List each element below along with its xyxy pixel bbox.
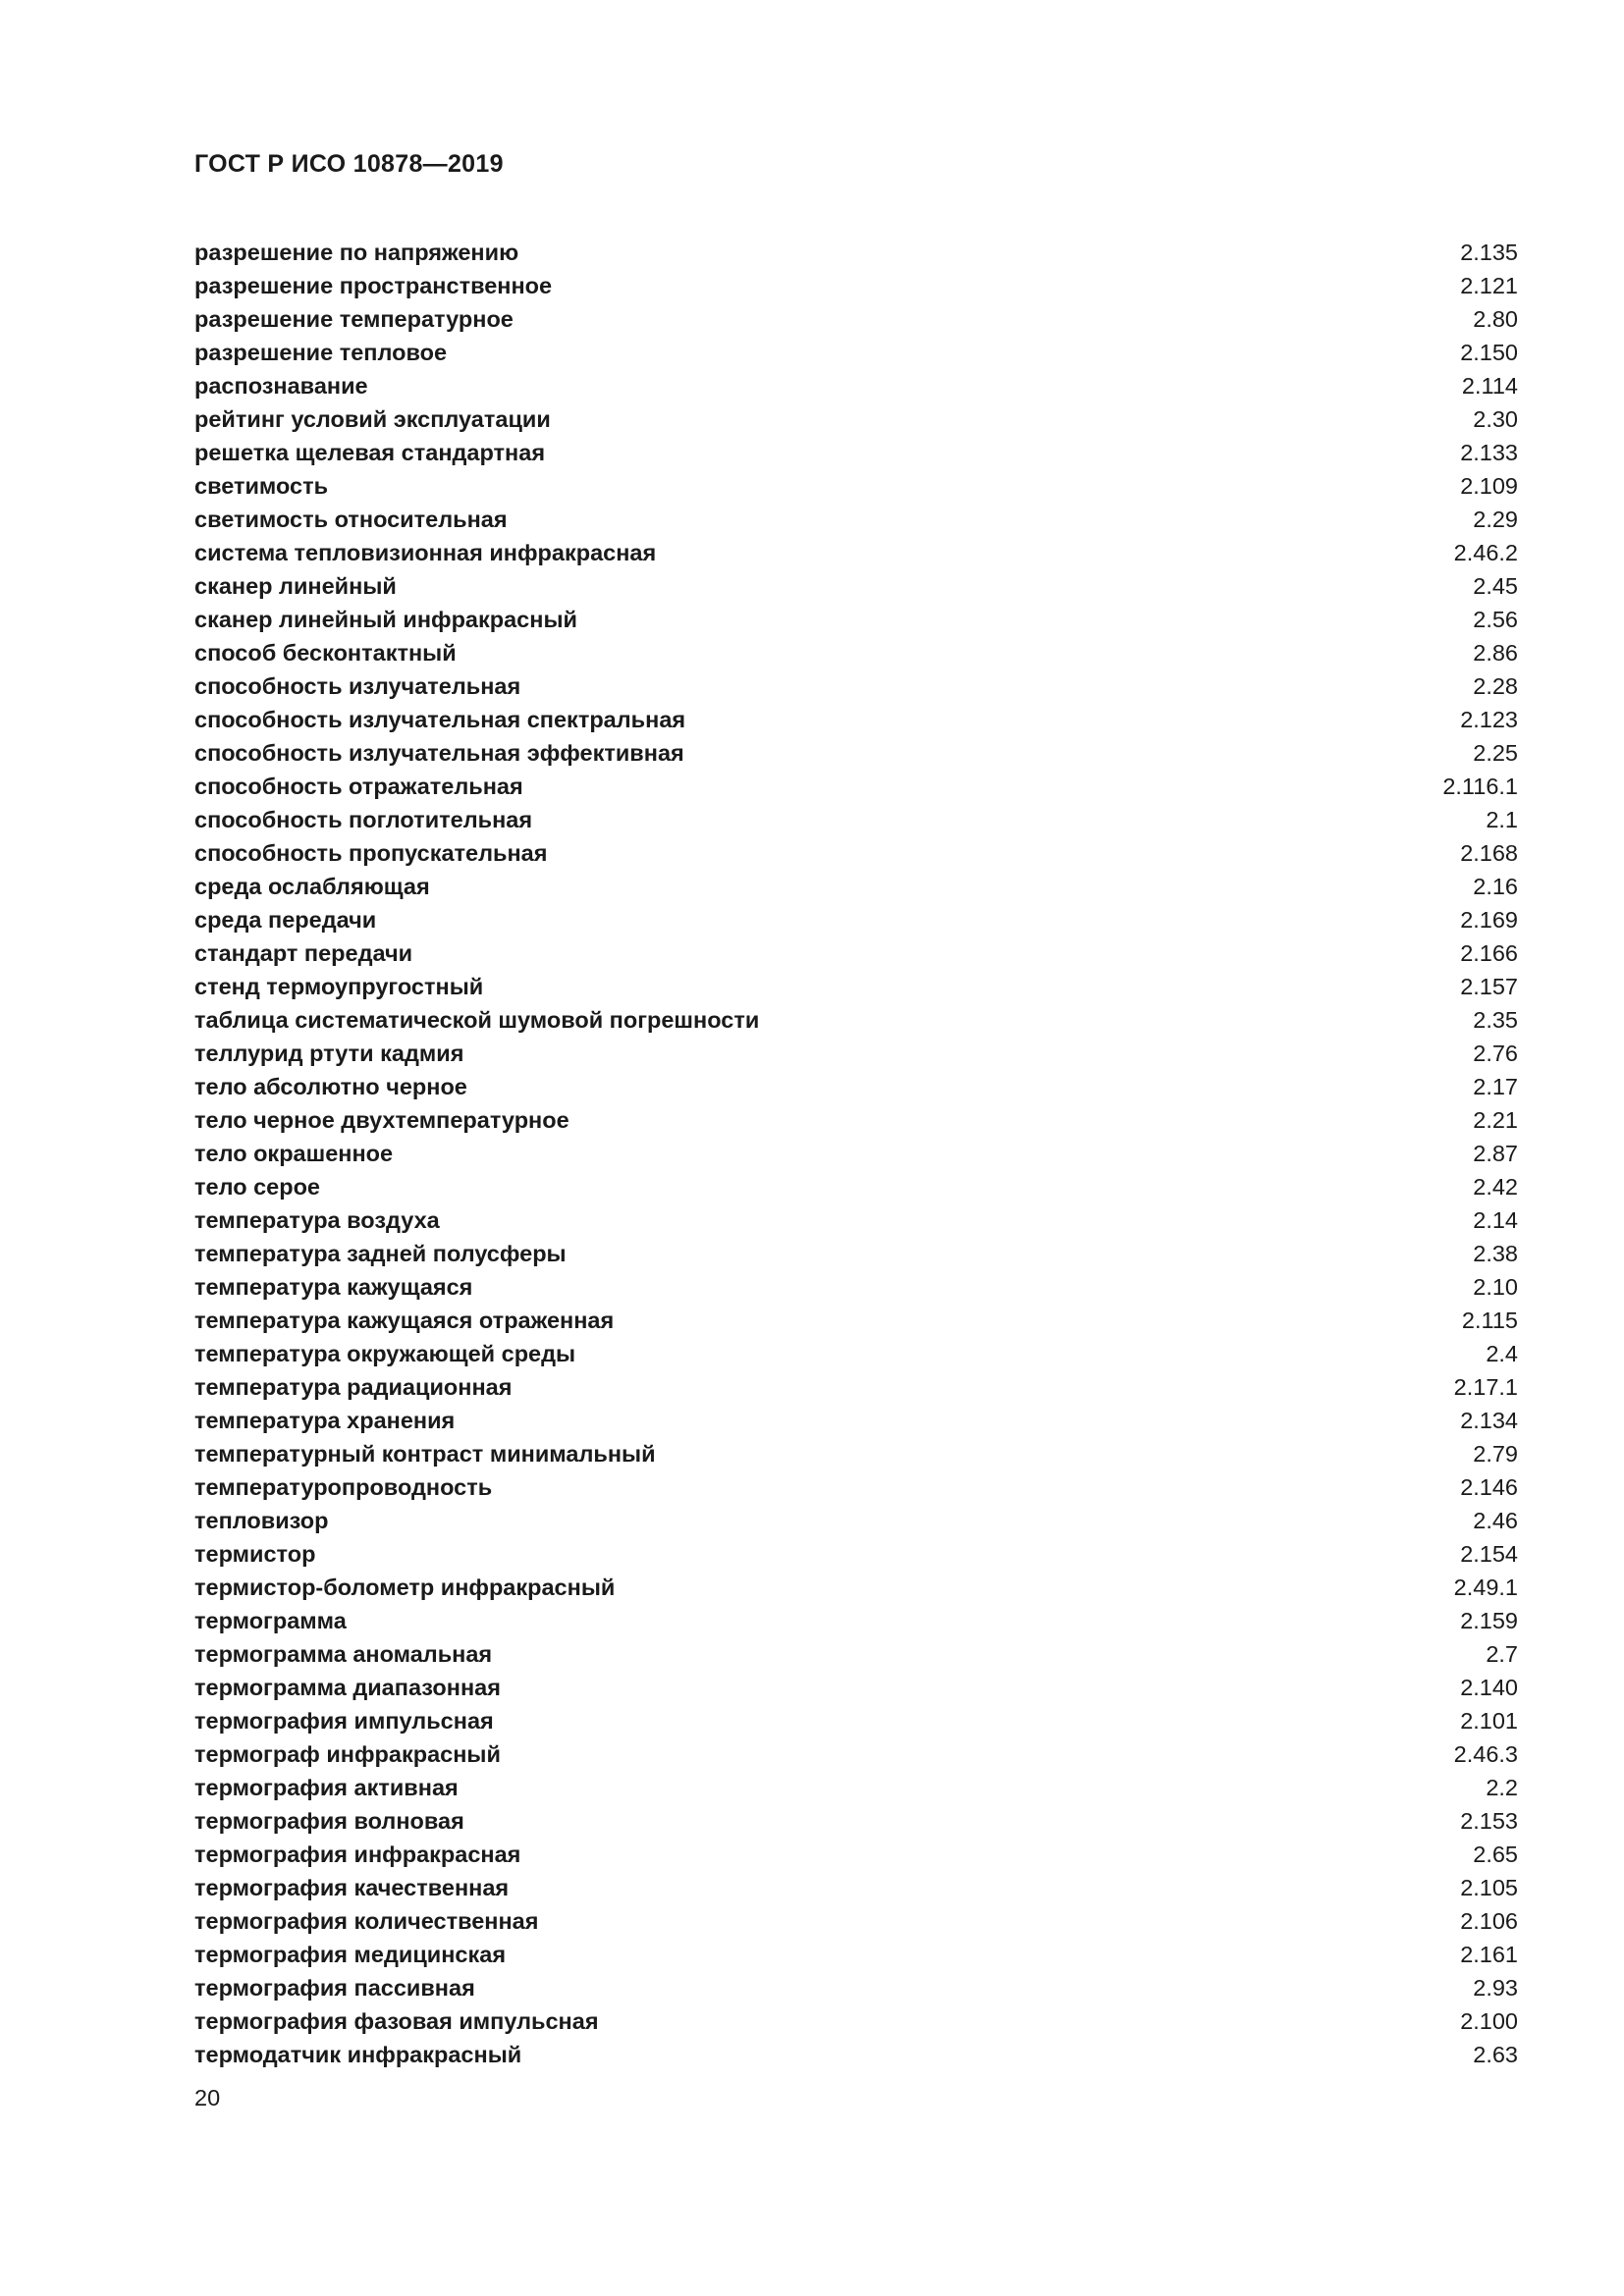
index-term: температура кажущаяся [194,1274,473,1300]
index-term: рейтинг условий эксплуатации [194,406,551,432]
index-ref: 2.105 [1460,1875,1518,1900]
index-term: тело серое [194,1174,320,1200]
index-ref: 2.123 [1460,707,1518,732]
index-term: термография импульсная [194,1708,494,1734]
index-term: термограмма диапазонная [194,1675,501,1700]
index-ref: 2.146 [1460,1474,1518,1500]
index-ref: 2.159 [1460,1608,1518,1633]
index-entry [194,336,1518,369]
index-ref: 2.35 [1473,1007,1518,1033]
index-entry [194,1838,1518,1871]
document-header: ГОСТ Р ИСО 10878—2019 [194,150,504,178]
index-term: светимость [194,473,329,499]
index-term: решетка щелевая стандартная [194,440,546,465]
index-term: термограф инфракрасный [194,1741,501,1767]
index-entry [194,870,1518,903]
index-term: термограмма аномальная [194,1641,493,1667]
index-term: среда передачи [194,907,377,933]
index-term: термодатчик инфракрасный [194,2042,522,2067]
index-ref: 2.17.1 [1453,1374,1518,1400]
index-entry [194,1737,1518,1771]
index-entry [194,2004,1518,2038]
index-entry [194,469,1518,503]
index-term: стандарт передачи [194,940,413,966]
index-entry [194,1938,1518,1971]
index-ref: 2.106 [1460,1908,1518,1934]
index-ref: 2.4 [1486,1341,1518,1366]
index-entry [194,436,1518,469]
index-entry [194,2038,1518,2071]
index-term: температуропроводность [194,1474,493,1500]
index-entry [194,736,1518,770]
index-term: тепловизор [194,1508,329,1533]
index-ref: 2.80 [1473,306,1518,332]
index-term: температура воздуха [194,1207,440,1233]
index-term: разрешение пространственное [194,273,553,298]
index-term: температура окружающей среды [194,1341,576,1366]
index-ref: 2.45 [1473,573,1518,599]
index-ref: 2.114 [1461,373,1518,399]
index-ref: 2.14 [1473,1207,1518,1233]
index-ref: 2.168 [1460,840,1518,866]
index-ref: 2.7 [1486,1641,1518,1667]
index-entry [194,536,1518,569]
index-ref: 2.76 [1473,1041,1518,1066]
index-term: термография волновая [194,1808,464,1834]
index-term: термография количественная [194,1908,539,1934]
index-ref: 2.42 [1473,1174,1518,1200]
index-entry [194,1470,1518,1504]
index-ref: 2.133 [1460,440,1518,465]
index-ref: 2.46 [1473,1508,1518,1533]
index-ref: 2.46.2 [1453,540,1518,565]
index-entry [194,1237,1518,1270]
index-entry [194,1537,1518,1571]
index-entry [194,1504,1518,1537]
term-index-list [194,236,1518,2071]
index-term: способность излучательная [194,673,521,699]
index-ref: 2.134 [1460,1408,1518,1433]
index-ref: 2.157 [1460,974,1518,999]
index-entry [194,903,1518,936]
index-term: температурный контраст минимальный [194,1441,656,1467]
index-ref: 2.30 [1473,406,1518,432]
index-entry [194,770,1518,803]
index-ref: 2.161 [1460,1942,1518,1967]
index-term: способность излучательная эффективная [194,740,684,766]
index-ref: 2.16 [1473,874,1518,899]
index-term: стенд термоупругостный [194,974,484,999]
index-ref: 2.21 [1473,1107,1518,1133]
index-term: способность излучательная спектральная [194,707,686,732]
index-entry [194,1203,1518,1237]
index-ref: 2.28 [1473,673,1518,699]
index-entry [194,1704,1518,1737]
index-entry [194,369,1518,402]
index-entry [194,1571,1518,1604]
index-ref: 2.140 [1460,1675,1518,1700]
index-ref: 2.135 [1460,240,1518,265]
index-term: термография активная [194,1775,459,1800]
index-entry [194,1404,1518,1437]
index-entry [194,569,1518,603]
index-ref: 2.25 [1473,740,1518,766]
index-ref: 2.49.1 [1453,1575,1518,1600]
index-entry [194,1070,1518,1103]
index-entry [194,302,1518,336]
index-entry [194,1170,1518,1203]
index-entry [194,1003,1518,1037]
index-ref: 2.154 [1460,1541,1518,1567]
index-term: температура задней полусферы [194,1241,567,1266]
index-ref: 2.93 [1473,1975,1518,2001]
index-ref: 2.65 [1473,1842,1518,1867]
index-entry [194,636,1518,669]
index-entry [194,836,1518,870]
index-term: сканер линейный [194,573,397,599]
index-term: сканер линейный инфракрасный [194,607,577,632]
page-number: 20 [194,2085,221,2110]
index-entry [194,269,1518,302]
index-ref: 2.10 [1473,1274,1518,1300]
index-entry [194,1437,1518,1470]
index-ref: 2.116.1 [1442,774,1518,799]
index-ref: 2.100 [1460,2008,1518,2034]
index-entry [194,1037,1518,1070]
index-ref: 2.79 [1473,1441,1518,1467]
index-term: способ бесконтактный [194,640,457,666]
index-entry [194,803,1518,836]
index-entry [194,603,1518,636]
index-entry [194,236,1518,269]
index-ref: 2.121 [1460,273,1518,298]
index-term: температура кажущаяся отраженная [194,1308,615,1333]
index-term: теллурид ртути кадмия [194,1041,464,1066]
index-ref: 2.17 [1473,1074,1518,1099]
index-entry [194,1871,1518,1904]
index-entry [194,1971,1518,2004]
index-entry [194,1337,1518,1370]
index-entry [194,1370,1518,1404]
index-ref: 2.115 [1461,1308,1518,1333]
index-term: термография пассивная [194,1975,475,2001]
index-entry [194,703,1518,736]
index-entry [194,1304,1518,1337]
index-ref: 2.166 [1460,940,1518,966]
index-term: термография медицинская [194,1942,507,1967]
index-term: термистор-болометр инфракрасный [194,1575,616,1600]
index-ref: 2.87 [1473,1141,1518,1166]
index-term: светимость относительная [194,507,508,532]
index-term: способность поглотительная [194,807,533,832]
index-term: разрешение температурное [194,306,514,332]
index-entry [194,503,1518,536]
index-entry [194,936,1518,970]
index-term: термография качественная [194,1875,510,1900]
index-term: температура радиационная [194,1374,513,1400]
index-ref: 2.150 [1460,340,1518,365]
index-ref: 2.56 [1473,607,1518,632]
index-term: распознавание [194,373,368,399]
index-term: способность отражательная [194,774,523,799]
index-term: таблица систематической шумовой погрешности [194,1007,760,1033]
index-term: термистор [194,1541,316,1567]
index-entry [194,1103,1518,1137]
index-ref: 2.86 [1473,640,1518,666]
index-ref: 2.109 [1460,473,1518,499]
index-entry [194,1671,1518,1704]
index-ref: 2.46.3 [1453,1741,1518,1767]
index-term: разрешение по напряжению [194,240,519,265]
index-ref: 2.169 [1460,907,1518,933]
index-entry [194,669,1518,703]
index-entry [194,1904,1518,1938]
index-entry [194,402,1518,436]
index-term: среда ослабляющая [194,874,430,899]
index-term: термография инфракрасная [194,1842,521,1867]
index-term: термограмма [194,1608,347,1633]
index-term: система тепловизионная инфракрасная [194,540,657,565]
index-term: тело черное двухтемпературное [194,1107,569,1133]
index-ref: 2.153 [1460,1808,1518,1834]
index-term: температура хранения [194,1408,456,1433]
index-term: тело абсолютно черное [194,1074,467,1099]
index-ref: 2.29 [1473,507,1518,532]
index-entry [194,1270,1518,1304]
index-ref: 2.101 [1460,1708,1518,1734]
index-entry [194,1804,1518,1838]
index-term: разрешение тепловое [194,340,448,365]
index-term: тело окрашенное [194,1141,394,1166]
index-entry [194,970,1518,1003]
index-ref: 2.38 [1473,1241,1518,1266]
index-term: термография фазовая импульсная [194,2008,599,2034]
index-term: способность пропускательная [194,840,548,866]
index-ref: 2.1 [1486,807,1518,832]
index-ref: 2.63 [1473,2042,1518,2067]
index-entry [194,1137,1518,1170]
index-entry [194,1604,1518,1637]
index-entry [194,1771,1518,1804]
index-entry [194,1637,1518,1671]
index-ref: 2.2 [1486,1775,1518,1800]
